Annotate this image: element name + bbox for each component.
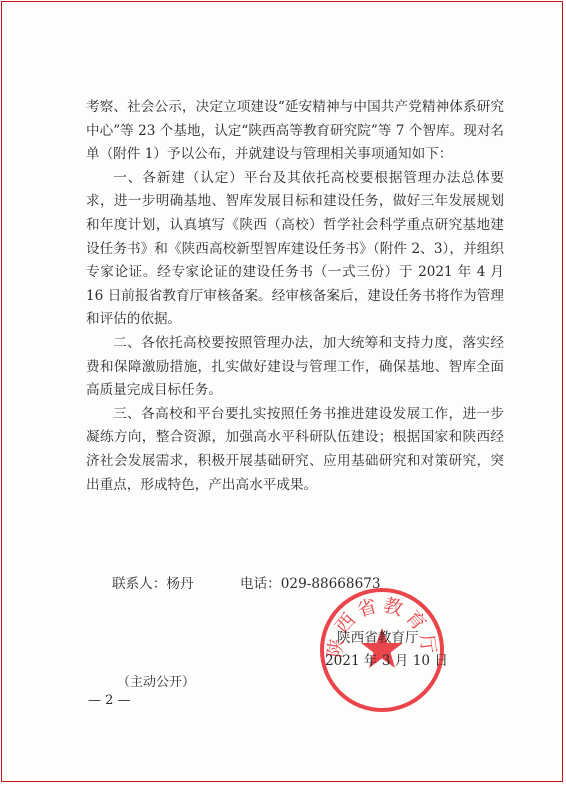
page-number: — 2 — — [88, 693, 131, 708]
page-frame — [1, 1, 563, 782]
contact-person: 联系人：杨丹 — [112, 576, 194, 592]
svg-text:陕西省教育厅: 陕西省教育厅 — [323, 594, 441, 659]
contact-phone: 电话：029-88668673 — [240, 576, 381, 592]
contact-line — [112, 572, 381, 592]
item-three-paragraph: 三、各高校和平台要扎实按照任务书推进建设发展工作，进一步凝练方向，整合资源，加强高水平科研队伍建设；根据国家和陕西经济社会发展需求，积极开展基础研究、应用基础研究和对策研究，突出重点，形成特色，产出高水平成果。 — [86, 405, 504, 493]
intro-paragraph: 考察、社会公示，决定立项建设“延安精神与中国共产党精神体系研究中心”等 23 个基地，认定“陕西高等教育研究院”等 7 个智库。现对名单（附件 1）予以公布，并就建设与管理相关事项通知如下： — [86, 99, 504, 163]
issuer-name: 陕西省教育厅 — [337, 630, 419, 646]
item-two-paragraph: 二、各依托高校要按照管理办法，加大统筹和支持力度，落实经费和保障激励措施，扎实做好建设与管理工作，确保基地、智库全面高质量完成目标任务。 — [86, 334, 504, 399]
item-one-paragraph: 一、各新建（认定）平台及其依托高校要根据管理办法总体要求，进一步明确基地、智库发展目标和建设任务，做好三年发展规划和年度计划，认真填写《陕西（高校）哲学社会科学重点研究基地建设任务书》和《陕西高校新型智库建设任务书》（附件 2、3），并组织专家论证。经专家论证的建设任务书（一式三份）于 2021 年 4 月 16 日前报省教育厅审核备案。经审核备案后，建设任务书将作为管理和评估的依据。 — [86, 169, 504, 328]
public-disclosure-note: （主动公开） — [117, 675, 196, 690]
issue-date: 2021 年 3 月 10 日 — [325, 653, 448, 669]
document-body — [86, 96, 504, 497]
